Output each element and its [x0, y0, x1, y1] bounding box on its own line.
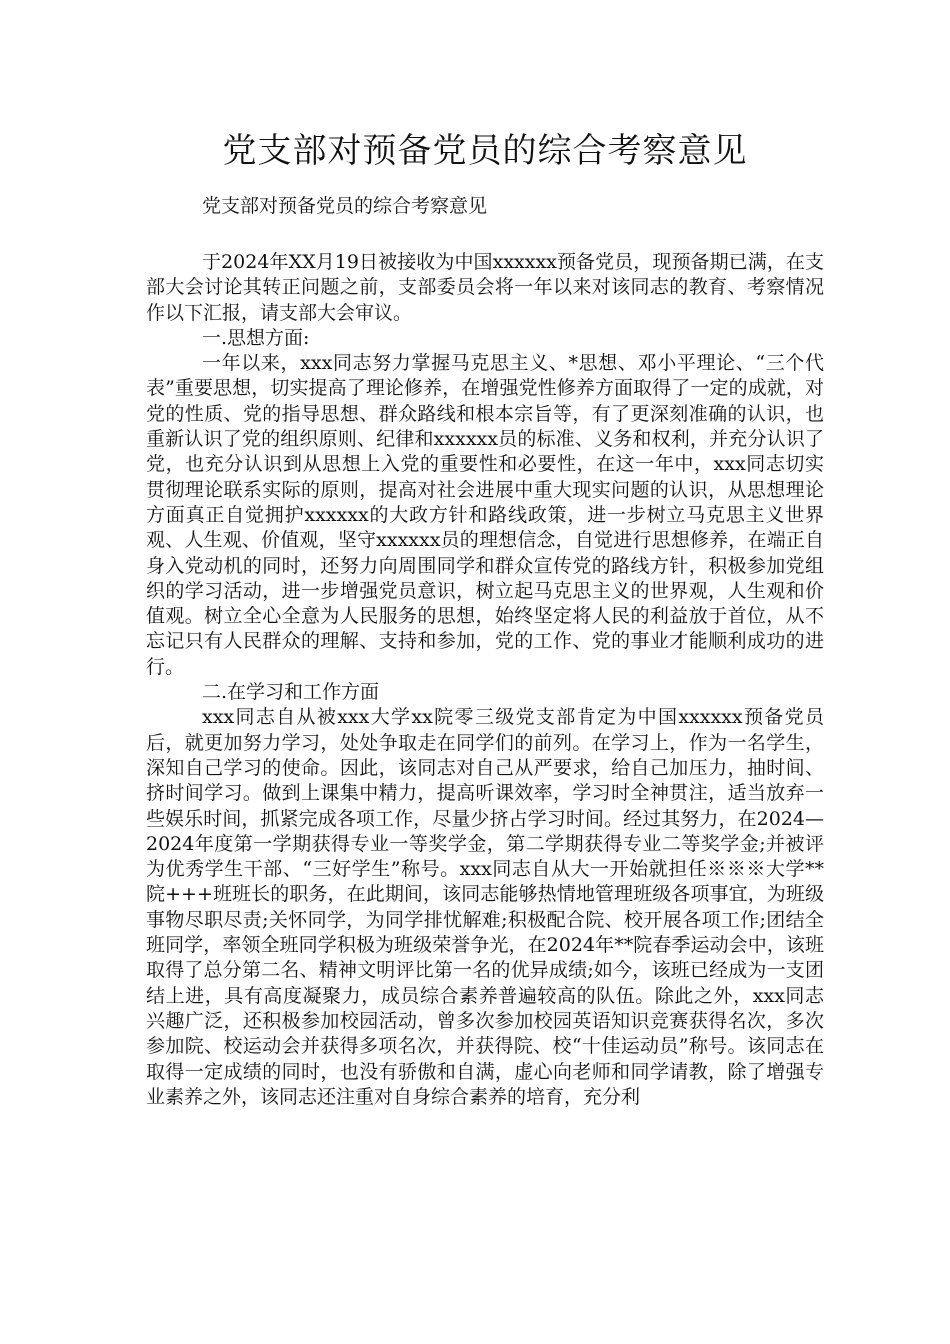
- document-page: [146, 128, 824, 1110]
- section-heading-study-work: 二.在学习和工作方面: [202, 681, 380, 704]
- intro-paragraph: 于2024年XX月19日被接收为中国xxxxxx预备党员，现预备期已满，在支部大会讨论其转正问题之前，支部委员会将一年以来对该同志的教育、考察情况作以下汇报，请支部大会审议。: [146, 251, 824, 324]
- section-body-study-work: xxx同志自从被xxx大学xx院零三级党支部肯定为中国xxxxxx预备党员后，就更加努力学习，处处争取走在同学们的前列。在学习上，作为一名学生，深知自己学习的使命。因此，该同志对自己从严要求，给自己加压力，抽时间、挤时间学习。做到上课集中精力，提高听课效率，学习时全神贯注，适当放弃一些娱乐时间，抓紧完成各项工作，尽量少挤占学习时间。经过其努力，在2024—2024年度第一学期获得专业一等奖学金，第二学期获得专业二等奖学金;并被评为优秀学生干部、“三好学生”称号。xxx同志自从大一开始就担任※※※大学**院+++班班长的职务，在此期间，该同志能够热情地管理班级各项事宜，为班级事物尽职尽责;关怀同学，为同学排忧解难;积极配合院、校开展各项工作;团结全班同学，率领全班同学积极为班级荣誉争光，在2024年**院春季运动会中，该班取得了总分第二名、精神文明评比第一名的优异成绩;如今，该班已经成为一支团结上进，具有高度凝聚力，成员综合素养普遍较高的队伍。除此之外，xxx同志兴趣广泛，还积极参加校园活动，曾多次参加校园英语知识竞赛获得名次，多次参加院、校运动会并获得多项名次，并获得院、校“十佳运动员”称号。该同志在取得一定成绩的同时，也没有骄傲和自满，虚心向老师和同学请教，除了增强专业素养之外，该同志还注重对自身综合素养的培育，充分利: [146, 706, 824, 1108]
- section-heading-ideology: 一.思想方面:: [202, 326, 310, 349]
- document-subtitle: 党支部对预备党员的综合考察意见: [202, 195, 488, 217]
- section-body-ideology: 一年以来，xxx同志努力掌握马克思主义、*思想、邓小平理论、“三个代表”重要思想，切实提高了理论修养，在增强党性修养方面取得了一定的成就，对党的性质、党的指导思想、群众路线和根本宗旨等，有了更深刻准确的认识，也重新认识了党的组织原则、纪律和xxxxxx员的标准、义务和权利，并充分认识了党，也充分认识到从思想上入党的重要性和必要性，在这一年中，xxx同志切实贯彻理论联系实际的原则，提高对社会进展中重大现实问题的认识，从思想理论方面真正自觉拥护xxxxxx的大政方针和路线政策，进一步树立马克思主义世界观、人生观、价值观，坚守xxxxxx员的理想信念，自觉进行思想修养，在端正自身入党动机的同时，还努力向周围同学和群众宣传党的路线方针，积极参加党组织的学习活动，进一步增强党员意识，树立起马克思主义的世界观，人生观和价值观。树立全心全意为人民服务的思想，始终坚定将人民的利益放于首位，从不忘记只有人民群众的理解、支持和参加，党的工作、党的事业才能顺利成功的进行。: [146, 352, 824, 678]
- document-title: 党支部对预备党员的综合考察意见: [222, 131, 748, 171]
